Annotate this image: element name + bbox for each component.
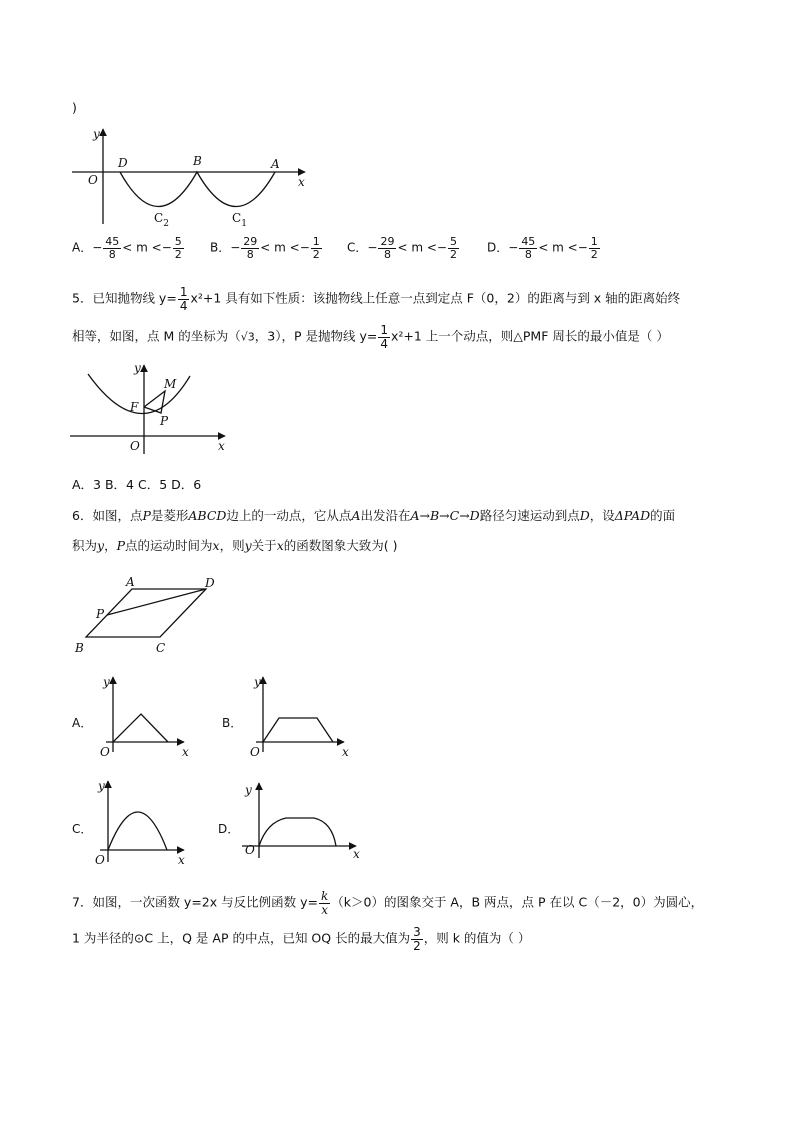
q4-figure	[68, 126, 318, 229]
q6-label-p: P	[96, 607, 105, 621]
q4-label-y: y	[93, 127, 100, 141]
q6-label-a: A	[126, 575, 135, 589]
q5-line-1: 5．已知抛物线 y= $\frac{1}{4}$ x²+1 具有如下性质：该抛物线上任意一点到定点 F（0，2）的距离与到 x 轴的距离始终	[72, 285, 681, 313]
q5-label-m: M	[164, 377, 177, 391]
q6-line-2: 积为y，P点的运动时间为x，则y关于x的函数图象大致为( )	[72, 538, 398, 553]
svg-text:O: O	[245, 843, 255, 857]
svg-text:y: y	[103, 675, 110, 689]
q6-graph-b[interactable]	[250, 674, 350, 759]
svg-text:O: O	[250, 745, 260, 759]
q6-graph-b-line	[263, 718, 333, 742]
svg-text:x: x	[342, 745, 349, 759]
svg-text:y: y	[254, 675, 261, 689]
q6-option-c-letter[interactable]: C．	[72, 822, 93, 836]
q4-label-b: B	[193, 154, 202, 168]
q4-option-c[interactable]: C．− $\frac{29}{8}$ < m <− $\frac{5}{2}$	[347, 235, 457, 261]
q6-option-d-letter[interactable]: D．	[218, 822, 240, 836]
q5-figure	[68, 362, 228, 457]
q4-label-d: D	[118, 156, 128, 170]
q6-graph-d[interactable]	[240, 780, 360, 862]
q4-option-d[interactable]: D．− $\frac{45}{8}$ < m <− $\frac{1}{2}$	[487, 235, 598, 261]
svg-text:x: x	[178, 853, 185, 867]
q5-label-x: x	[218, 439, 225, 453]
svg-text:x: x	[182, 745, 189, 759]
q5-label-o: O	[130, 439, 140, 453]
q6-segment-pd	[107, 589, 206, 615]
q6-line-1: 6．如图，点P是菱形ABCD边上的一动点，它从点A出发沿在A→B→C→D路径匀速运动到点D，设ΔPAD的面	[72, 508, 676, 523]
q6-label-d: D	[205, 576, 215, 590]
q6-graph-d-curve	[259, 818, 336, 846]
q5-label-p: P	[160, 414, 169, 428]
q4-label-c2: $C_2$	[154, 211, 169, 229]
q5-label-y: y	[134, 361, 141, 375]
q4-option-a[interactable]: A．− $\frac{45}{8}$ < m <− $\frac{5}{2}$	[72, 235, 182, 261]
svg-text:y: y	[245, 783, 252, 797]
q6-option-a-letter[interactable]: A．	[72, 716, 93, 730]
q4-option-b[interactable]: B．− $\frac{29}{8}$ < m <− $\frac{1}{2}$	[210, 235, 320, 261]
q6-graph-a-line	[113, 714, 168, 742]
svg-text:O: O	[100, 745, 110, 759]
q5-label-f: F	[130, 400, 139, 414]
q6-label-c: C	[156, 641, 166, 655]
q6-option-b-letter[interactable]: B．	[222, 716, 243, 730]
q5-triangle	[144, 391, 165, 413]
q6-graph-a[interactable]	[98, 674, 189, 759]
q7-line-2: 1 为半径的⊙C 上，Q 是 AP 的中点，已知 OQ 长的最大值为 $\frac{3}{2}$ ，则 k 的值为（ ）	[72, 925, 531, 953]
q5-options: A．3 B．4 C．5 D．6	[72, 477, 202, 492]
svg-text:x: x	[353, 847, 360, 861]
q4-label-o: O	[88, 173, 98, 187]
q6-graph-c-curve	[108, 812, 167, 850]
svg-text:y: y	[98, 779, 105, 793]
q6-rhombus-figure	[70, 575, 240, 655]
q4-label-a: A	[271, 157, 280, 171]
q6-label-b: B	[75, 641, 84, 655]
q4-curve	[120, 172, 275, 207]
q4-label-c1: $C_1$	[232, 211, 247, 229]
svg-text:O: O	[95, 853, 105, 867]
q6-graph-c[interactable]	[94, 778, 189, 866]
q7-line-1: 7．如图，一次函数 y=2x 与反比例函数 y= $\frac{k}{x}$ （k＞0）的图象交于 A，B 两点，点 P 在以 C（－2，0）为圆心，	[72, 889, 704, 917]
previous-question-close-paren: )	[72, 100, 77, 115]
q5-line-2: 相等，如图，点 M 的坐标为（√3，3），P 是抛物线 y= $\frac{1}{4}$ x²+1 上一个动点，则△PMF 周长的最小值是（ ）	[72, 323, 669, 351]
q4-label-x: x	[298, 175, 305, 189]
